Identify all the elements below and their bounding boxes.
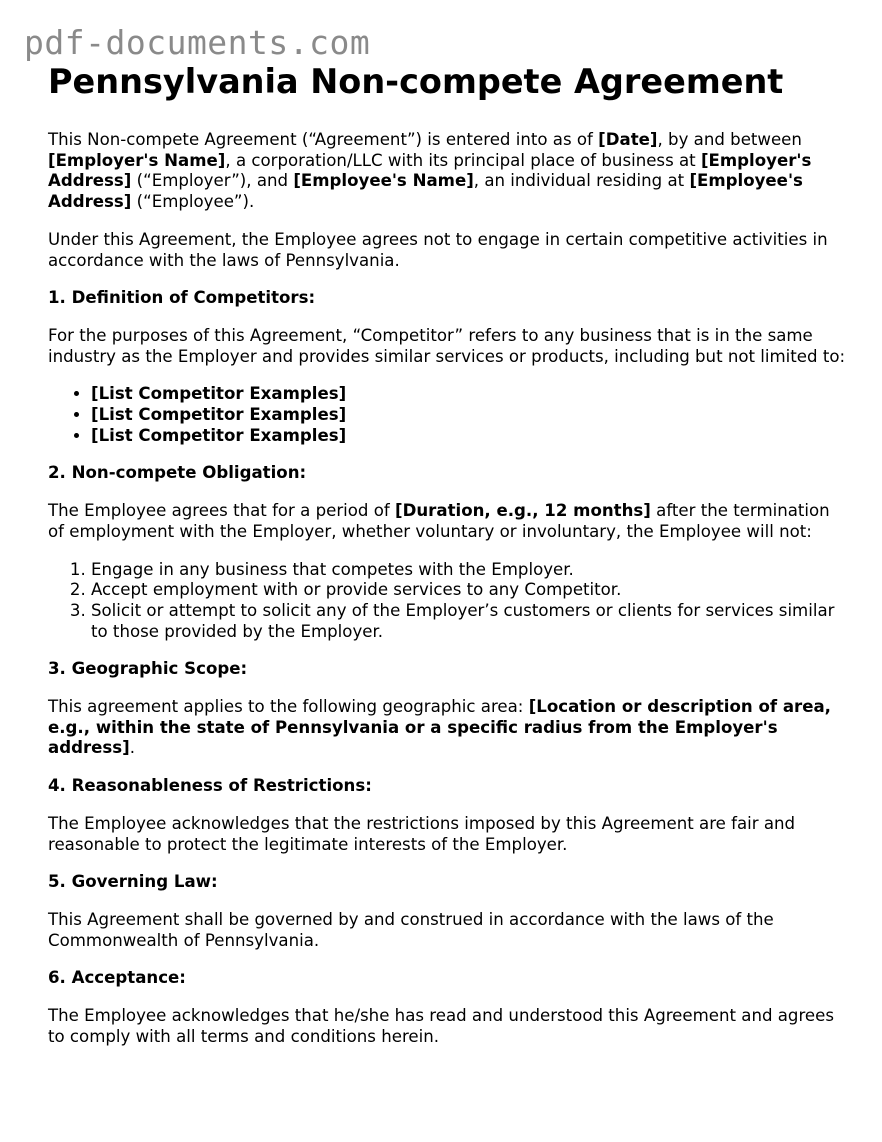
- section-5-text: This Agreement shall be governed by and construed in accordance with the laws of the Commonwealth of Pennsylvania.: [48, 909, 774, 950]
- intro-text: (“Employee”).: [131, 192, 255, 212]
- section-4-text: The Employee acknowledges that the restrictions imposed by this Agreement are fair and reasonable to protect the legitimate interests of the Employer.: [48, 813, 796, 854]
- section-4-heading: 4. Reasonableness of Restrictions:: [48, 776, 372, 796]
- section-6-text: The Employee acknowledges that he/she has read and understood this Agreement and agrees to comply with all terms and conditions herein.: [48, 1006, 834, 1046]
- list-item: 3. Solicit or attempt to solicit any of the Employer’s customers or clients for services similar to those provided by the Employer.: [91, 601, 848, 642]
- section-3-text-part: .: [129, 738, 136, 758]
- section-6-heading: 6. Acceptance:: [48, 968, 186, 988]
- employer-address-placeholder: [Employer's Address]: [48, 150, 812, 191]
- section-2-text-part: The Employee agrees that for a period of: [48, 501, 396, 521]
- intro-paragraph: [48, 130, 848, 213]
- obligation-list: [48, 560, 848, 643]
- intro-text: , a corporation/LLC with its principal place of business at: [225, 150, 701, 170]
- intro-text: , by and between: [657, 130, 802, 149]
- intro-text: , an individual residing at: [473, 171, 690, 191]
- location-placeholder: [Location or description of area, e.g., within the state of Pennsylvania or a specific radius from the Employer's address]: [48, 697, 831, 758]
- document-title: Pennsylvania Non-compete Agreement: [48, 62, 784, 101]
- document-body: [48, 62, 848, 1065]
- competitor-list: [48, 384, 848, 446]
- section-2-heading: 2. Non-compete Obligation:: [48, 463, 307, 483]
- list-item: 2. Accept employment with or provide services to any Competitor.: [91, 580, 848, 601]
- employee-address-placeholder: [Employee's Address]: [48, 171, 803, 212]
- section-3-text: [48, 697, 848, 759]
- list-item: 1. Engage in any business that competes with the Employer.: [91, 560, 848, 581]
- employer-name-placeholder: [Employer's Name]: [48, 150, 226, 170]
- section-1-heading: 1. Definition of Competitors:: [48, 288, 316, 308]
- section-1-text: For the purposes of this Agreement, “Competitor” refers to any business that is in the same industry as the Employer and provides similar services or products, including but not limited to:: [48, 325, 846, 366]
- intro-text: This Non-compete Agreement (“Agreement”) is entered into as of: [48, 130, 599, 149]
- list-item: • [List Competitor Examples]: [91, 384, 848, 405]
- employee-name-placeholder: [Employee's Name]: [293, 171, 474, 191]
- section-2-text: [48, 501, 848, 542]
- section-3-text-part: This agreement applies to the following geographic area:: [48, 697, 529, 717]
- duration-placeholder: [Duration, e.g., 12 months]: [395, 501, 651, 521]
- list-item: • [List Competitor Examples]: [91, 405, 848, 426]
- date-placeholder: [Date]: [598, 130, 658, 149]
- section-5-heading: 5. Governing Law:: [48, 872, 218, 892]
- section-3-heading: 3. Geographic Scope:: [48, 659, 248, 679]
- watermark: pdf-documents.com: [24, 23, 371, 62]
- list-item: • [List Competitor Examples]: [91, 426, 848, 447]
- intro-paragraph-2: Under this Agreement, the Employee agrees not to engage in certain competitive activities in accordance with the laws of Pennsylvania.: [48, 229, 828, 270]
- section-2-text-part: after the termination of employment with the Employer, whether voluntary or involuntary, the Employee will not:: [48, 501, 830, 541]
- intro-text: (“Employer”), and: [131, 171, 294, 191]
